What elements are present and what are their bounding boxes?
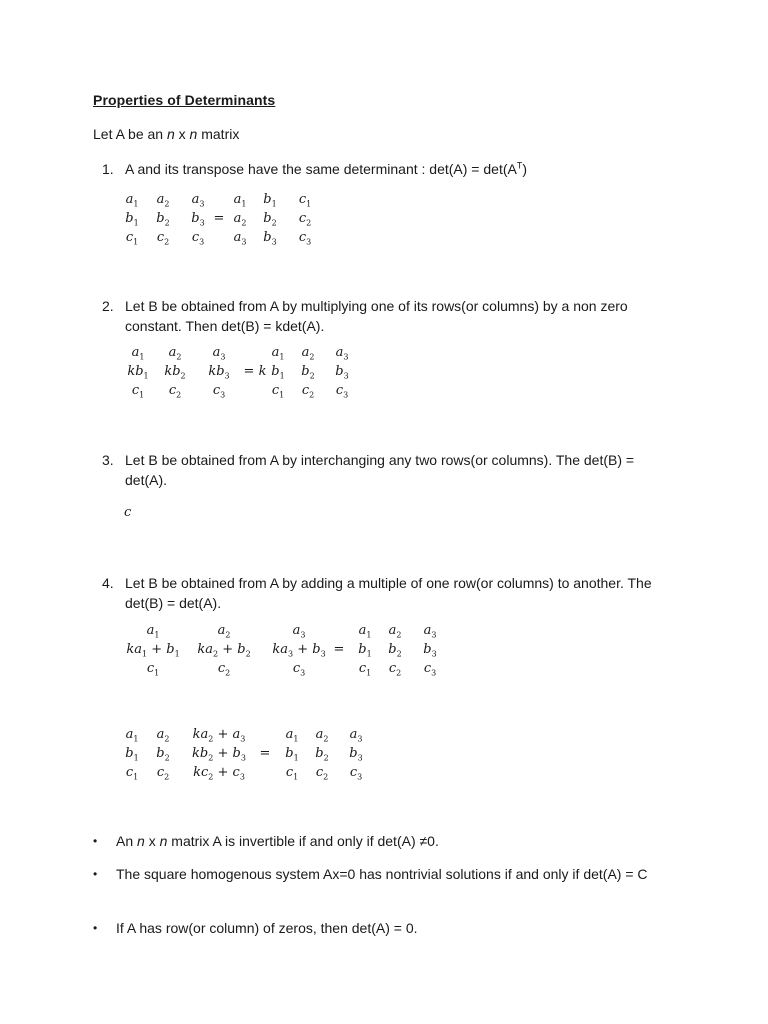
matrix-entry: $a_3$ [191, 192, 205, 209]
matrix-entry: $c_1$ [146, 661, 160, 678]
matrix-entry: $b_2$ [263, 211, 277, 228]
bullet1-n2: n [159, 833, 168, 849]
matrix-entry: $b_3$ [349, 746, 363, 763]
matrix-entry: $b_1$ [263, 192, 277, 209]
list-item-1 [102, 159, 662, 179]
matrix-entry: $c_3$ [212, 383, 226, 400]
matrix-entry: $c_2$ [217, 661, 231, 678]
matrix-entry: $a_3$ [212, 345, 226, 362]
list-item-4 [102, 573, 662, 613]
matrix-entry: $b_1$ [358, 642, 372, 659]
matrix-entry: $b_1$ [271, 364, 285, 381]
intro-x: x [174, 126, 190, 142]
matrix-entry: $a_2$ [217, 623, 231, 640]
matrix-entry: $a_2$ [233, 211, 247, 228]
matrix-entry: $ka_1 + b_1$ [126, 642, 180, 659]
equals-sign: = [259, 746, 271, 761]
matrix-entry: $b_3$ [263, 230, 277, 247]
matrix-entry: $c_1$ [131, 383, 145, 400]
bullet-item-1 [93, 831, 653, 851]
matrix-entry: $b_2$ [156, 746, 170, 763]
bullet-text: If A has row(or column) of zeros, then det(A) = 0. [116, 920, 418, 936]
intro-prefix: Let A be an [93, 126, 167, 142]
matrix-entry: $a_2$ [388, 623, 402, 640]
list-item-text: Let B be obtained from A by multiplying one of its rows(or columns) by a non zero constant. Then det(B) = kdet(A). [125, 298, 628, 334]
matrix-entry: $a_3$ [292, 623, 306, 640]
page-title: Properties of Determinants [93, 92, 276, 108]
list-number: 3. [102, 452, 114, 468]
matrix-entry: $a_2$ [168, 345, 182, 362]
bullet-dot: • [93, 867, 98, 881]
matrix-entry: $c_1$ [358, 661, 372, 678]
matrix-entry: $b_1$ [125, 211, 139, 228]
equals-sign: = [333, 642, 345, 657]
matrix-entry: $a_3$ [423, 623, 437, 640]
bullet-text: The square homogenous system Ax=0 has nontrivial solutions if and only if det(A) = C [116, 866, 648, 882]
matrix-entry: $a_1$ [233, 192, 247, 209]
matrix-entry: $c_2$ [301, 383, 315, 400]
list-number: 2. [102, 298, 114, 314]
bullet1-suffix: matrix A is invertible if and only if det(A) ≠0. [167, 833, 439, 849]
bullet-dot: • [93, 921, 98, 935]
matrix-entry: $c_1$ [271, 383, 285, 400]
bullet1-x: x [144, 833, 160, 849]
matrix-entry: $b_3$ [423, 642, 437, 659]
matrix-entry: $a_2$ [156, 192, 170, 209]
intro-text [93, 126, 239, 142]
matrix-entry: $b_3$ [191, 211, 205, 228]
matrix-entry: $kb_2$ [164, 364, 186, 381]
list-item-2 [102, 296, 662, 336]
matrix-entry: $c_1$ [125, 765, 139, 782]
matrix-entry: $c_3$ [292, 661, 306, 678]
matrix-entry: $c_2$ [168, 383, 182, 400]
matrix-entry: $a_1$ [285, 727, 299, 744]
list-item-text: Let B be obtained from A by interchanging any two rows(or columns). The det(B) = det(A). [125, 452, 635, 488]
matrix-entry: $c_1$ [298, 192, 312, 209]
matrix-entry: $c_2$ [315, 765, 329, 782]
matrix-entry: $a_2$ [301, 345, 315, 362]
matrix-entry: $c_1$ [125, 230, 139, 247]
matrix-entry: $a_1$ [146, 623, 160, 640]
bullet1-prefix: An [116, 833, 138, 849]
matrix-entry: $b_1$ [285, 746, 299, 763]
matrix-entry: $a_1$ [131, 345, 145, 362]
matrix-entry: $a_1$ [125, 192, 139, 209]
matrix-entry: $ka_2 + b_2$ [197, 642, 251, 659]
matrix-entry: $b_1$ [125, 746, 139, 763]
matrix-entry: $a_1$ [271, 345, 285, 362]
list-number: 1. [102, 161, 114, 177]
lone-symbol: c [124, 505, 132, 520]
matrix-entry: $ka_2 + a_3$ [192, 727, 246, 744]
matrix-entry: $a_3$ [349, 727, 363, 744]
matrix-entry: $a_2$ [315, 727, 329, 744]
matrix-entry: $a_3$ [233, 230, 247, 247]
matrix-entry: $c_3$ [191, 230, 205, 247]
bullet-text [116, 831, 653, 851]
equals-sign: = [213, 211, 225, 226]
matrix-entry: $c_1$ [285, 765, 299, 782]
transpose-superscript: T [516, 160, 523, 171]
matrix-entry: $kb_1$ [127, 364, 149, 381]
matrix-entry: $a_1$ [358, 623, 372, 640]
item1-text: A and its transpose have the same determinant : det(A) = det(A [125, 161, 517, 177]
matrix-entry: $c_2$ [388, 661, 402, 678]
matrix-entry: $kc_2 + c_3$ [193, 765, 245, 782]
list-item-text [125, 159, 662, 179]
matrix-entry: $a_3$ [335, 345, 349, 362]
bullet-item-2 [93, 864, 653, 884]
matrix-entry: $c_2$ [298, 211, 312, 228]
list-item-text: Let B be obtained from A by adding a multiple of one row(or columns) to another. The det(B) = det(A). [125, 575, 652, 611]
list-item-3 [102, 450, 662, 490]
matrix-entry: $b_2$ [388, 642, 402, 659]
matrix-entry: $a_2$ [156, 727, 170, 744]
item1-tail: ) [522, 161, 528, 177]
matrix-entry: $c_3$ [423, 661, 437, 678]
intro-suffix: matrix [197, 126, 240, 142]
matrix-entry: $b_2$ [315, 746, 329, 763]
matrix-entry: $b_3$ [335, 364, 349, 381]
matrix-entry: $c_3$ [349, 765, 363, 782]
bullet-dot: • [93, 834, 98, 848]
bullet-item-3 [93, 918, 653, 938]
list-number: 4. [102, 575, 114, 591]
matrix-entry: $b_2$ [156, 211, 170, 228]
matrix-entry: $kb_3$ [208, 364, 230, 381]
equals-sign: = k [243, 364, 267, 379]
matrix-entry: $c_2$ [156, 230, 170, 247]
intro-n1: n [166, 126, 175, 142]
bullet1-n1: n [137, 833, 145, 849]
matrix-entry: $kb_2 + b_3$ [192, 746, 246, 763]
matrix-entry: $a_1$ [125, 727, 139, 744]
matrix-entry: $b_2$ [301, 364, 315, 381]
intro-n2: n [189, 126, 198, 142]
matrix-entry: $c_3$ [335, 383, 349, 400]
matrix-entry: $c_2$ [156, 765, 170, 782]
matrix-entry: $ka_3 + b_3$ [272, 642, 326, 659]
matrix-entry: $c_3$ [298, 230, 312, 247]
